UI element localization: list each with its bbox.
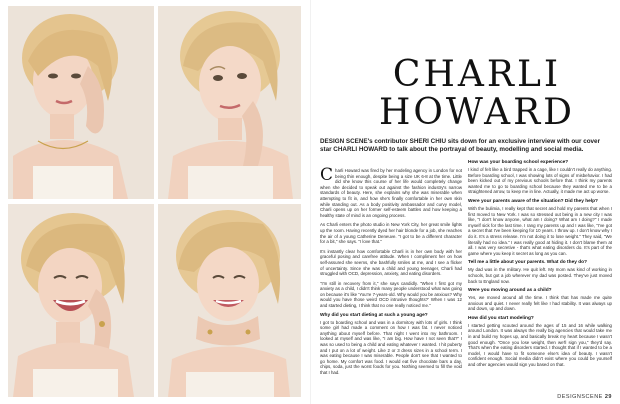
portrait-hand-on-cheek — [8, 6, 154, 199]
portrait-smiling-hand-on-chin — [158, 204, 301, 397]
question-heading: Why did you start dieting at such a young age? — [320, 312, 428, 318]
portrait-raised-eyebrow-image — [158, 6, 301, 199]
answer-paragraph: I started getting scouted around the ages of 15 and 16 while walking around London. It was always the really big agencies that would take me in and build my hopes up, and basically break my heart because I wasn't good enough. "Once you lose weight, then we'll sign you," they'd say. That's when the eating disorders started. I thought that if I wanted to be a model, I would have to fit someone else's idea of beauty. I wasn't confident enough. Social media didn't exist where you could be yourself and other agencies would sign you based on that. — [468, 322, 612, 368]
portrait-smiling-hand-on-chin-image — [158, 204, 301, 397]
paragraph-text: harli Howard was fired by her modeling agency in London for not being thin enough, despite being a size UK 6-8 at the time. Little did she know this course of her life would completely change when she decided to speak out against the fashion industry's narrow standards of beauty. Here, she explains why she was miserable when attempting to fit in, and how she's finally comfortable in her own skin while standing out. As a body positivity ambassador and curvy model, Charli opens up on her former self-esteem battles and how keeping a healthy state of mind is an ongoing process. — [320, 168, 462, 218]
page-gutter — [310, 0, 311, 404]
answer-paragraph: With the bulimia, I really kept that secret and hold my parents that when I first moved to New York. I was so stressed out being in a new city I was like, "I don't know anyone, what am I doing? What am I doing?" I made myself sick for the last time. I rang my parents up and I was like, "I've got a secret that I've been keeping for 10 years. I throw up. I don't know why I do it. It's a stress release. I'm not doing it to lose weight." They said, "We literally had no idea." I was really good at hiding it. I don't blame them at all. I was very secretive - that's what eating disorders do. It's part of the game where you keep it secret as long as you can. — [468, 205, 612, 256]
article-column-right — [468, 160, 612, 372]
question-heading: Were you moving around as a child? — [468, 288, 552, 294]
title-first-name: CHARLI — [392, 54, 562, 95]
page-number: 29 — [604, 394, 612, 400]
paragraph: "I'm still in recovery from it," she says candidly. "When I first got my anxiety as a child, I didn't think many people understood what was going on because it's like 'You're 7-years-old. Why would you be anxious? Why would you have those weird OCD intrusive thoughts?' When I was 12 and started dieting, I think that no one really noticed me." — [320, 280, 462, 309]
opening-paragraph — [320, 165, 462, 218]
intro-deck: DESIGN SCENE's contributor SHERI CHIU sits down for an exclusive interview with our cover star CHARLI HOWARD to talk about the portrayal of beauty, modelling and social media. — [320, 138, 601, 153]
paragraph: I got to boarding school and was in a dormitory with lots of girls. I think some girl had made a comment on how I was fat. I never noticed anything about myself before. That night I went into my bathroom. I looked at myself and was like, "I am big. How have I not seen that?" I was so used to being a child and eating whatever I wanted. I hit puberty and I put on a lot of weight. Like 2 or 3 dress sizes in a school term. I was eating because I was miserable. People don't see that I wanted to go home. My comfort was food. I would eat five chocolate bars a day, chips, soda, just the worst foods for you. Nothing seemed to fill the void that I had. — [320, 319, 462, 375]
paragraph: It's instantly clear how comfortable Charli is in her own body with her graceful posing and carefree attitude. When I compliment her on how self-assured she seems, she bashfully smiles at me, and I see a flicker of uncertainty. Since she was a child and young teenager, Charli had struggled with OCD, depression, anxiety, and eating disorders. — [320, 248, 462, 277]
article-column-left — [320, 165, 462, 380]
portrait-laughing — [8, 204, 154, 397]
title-last-name: HOWARD — [378, 92, 576, 133]
page-folio — [557, 394, 612, 400]
portrait-laughing-image — [8, 204, 154, 397]
folio-brand: DESIGNSCENE — [557, 394, 603, 400]
question-heading: How was your boarding school experience? — [468, 160, 569, 165]
question-heading: How did you start modeling? — [468, 315, 534, 321]
answer-paragraph: I kind of felt like a bird trapped in a cage, like I couldn't really do anything. Before boarding school, I was showing lots of signs of misbehavior. I had been kicked out of my previous schools before that. I think my parents wanted me to go to boarding school because they wanted me to be a straightened arrow, to keep me in line. Actually, it made me act up worse. — [468, 167, 612, 195]
drop-cap: C — [320, 165, 334, 185]
answer-paragraph: My dad was in the military. He quit left. My mom was kind of working in schools, but got a job wherever my dad was posted. They've just moved back to England now. — [468, 267, 612, 284]
paragraph: As Charli enters the photo studio in New York City, her great smile lights up the room. Having recently dyed her hair blonde for a job, she reaches the air of a young Catherine Deneuve. "I got to be a different character for a bit," she says. "I love that." — [320, 222, 462, 245]
answer-paragraph: Yes, we moved around all the time. I think that has made me quite anxious and quiet. I never really felt like I had stability. It was always up and down, up and down. — [468, 295, 612, 312]
portrait-hand-on-cheek-image — [8, 6, 154, 199]
question-heading: Were your parents aware of the situation? Did they help? — [468, 198, 598, 204]
portrait-raised-eyebrow — [158, 6, 301, 199]
question-heading: Tell me a little about your parents. What do they do? — [468, 260, 588, 266]
